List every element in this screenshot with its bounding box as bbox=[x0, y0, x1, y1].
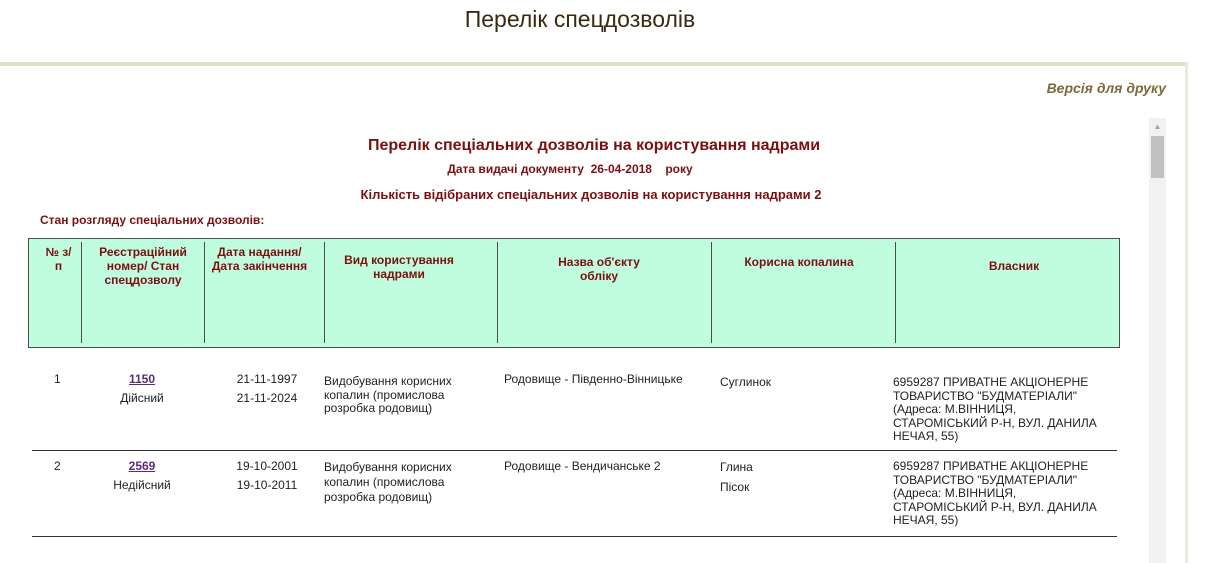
permit-number-link[interactable]: 1150 bbox=[128, 372, 156, 386]
row-divider bbox=[32, 450, 1117, 451]
dates-cell bbox=[212, 460, 322, 492]
mineral-cell bbox=[720, 376, 771, 390]
header-object: Назва об'єкту обліку bbox=[558, 255, 640, 283]
object-cell: Родовище - Вендичанське 2 bbox=[504, 459, 661, 473]
vertical-scrollbar[interactable] bbox=[1149, 118, 1166, 563]
dates-cell bbox=[212, 373, 322, 405]
header-mineral: Корисна копалина bbox=[744, 255, 854, 269]
header-owner: Власник bbox=[988, 259, 1040, 273]
column-divider bbox=[895, 242, 896, 343]
header-index: № з/п bbox=[45, 245, 72, 273]
owner-cell: 6959287 ПРИВАТНЕ АКЦІОНЕРНЕ ТОВАРИСТВО "БУДМАТЕРІАЛИ" (Адреса: М.ВІННИЦЯ, СТАРОМІСЬКИЙ Р-Н, ВУЛ. ДАНИЛА НЕЧАЯ, 55) bbox=[893, 459, 1097, 527]
header-divider bbox=[0, 62, 1188, 66]
usage-cell: Видобування корисних копалин (промислова розробка родовищ) bbox=[324, 460, 452, 504]
permit-number-link[interactable]: 2569 bbox=[128, 459, 156, 473]
permit-status: Недійсний bbox=[113, 477, 171, 492]
date-expiry: 19-10-2011 bbox=[236, 477, 298, 492]
row-divider bbox=[32, 536, 1117, 537]
scroll-up-arrow-icon[interactable]: ▲ bbox=[1153, 122, 1162, 131]
status-label: Стан розгляду спеціальних дозволів: bbox=[40, 213, 265, 227]
table-header bbox=[28, 238, 1120, 348]
header-reg-number: Реєстраційний номер/ Стан спецдозволу bbox=[99, 245, 187, 287]
print-version-link[interactable]: Версія для друку bbox=[1046, 80, 1166, 96]
date-expiry: 21-11-2024 bbox=[236, 390, 298, 405]
mineral-item: Глина bbox=[720, 460, 753, 474]
row-index: 1 bbox=[54, 372, 61, 386]
column-divider bbox=[497, 242, 498, 343]
object-cell: Родовище - Південно-Вінницьке bbox=[504, 372, 683, 386]
permit-status: Дійсний bbox=[120, 390, 164, 405]
column-divider bbox=[324, 242, 325, 343]
reg-number-cell bbox=[82, 373, 202, 405]
owner-cell: 6959287 ПРИВАТНЕ АКЦІОНЕРНЕ ТОВАРИСТВО "БУДМАТЕРІАЛИ" (Адреса: М.ВІННИЦЯ, СТАРОМІСЬКИЙ Р-Н, ВУЛ. ДАНИЛА НЕЧАЯ, 55) bbox=[893, 375, 1097, 443]
mineral-item: Суглинок bbox=[720, 375, 772, 389]
date-issued: 21-11-1997 bbox=[236, 372, 298, 386]
mineral-cell bbox=[720, 460, 753, 494]
date-issued: 19-10-2001 bbox=[236, 459, 298, 473]
column-divider bbox=[81, 242, 82, 343]
document-title: Перелік спеціальних дозволів на користування надрами bbox=[367, 137, 821, 154]
usage-cell: Видобування корисних копалин (промислова розробка родовищ) bbox=[324, 374, 452, 415]
column-divider bbox=[711, 242, 712, 343]
selected-count: Кількість відібраних спеціальних дозволів на користування надрами 2 bbox=[360, 187, 822, 202]
column-divider bbox=[204, 242, 205, 343]
document-date: Дата видачі документу 26-04-2018 року bbox=[447, 162, 693, 176]
row-index: 2 bbox=[54, 459, 61, 473]
page-title: Перелік спецдозволів bbox=[464, 6, 696, 32]
header-usage: Вид користування надрами bbox=[344, 253, 454, 281]
reg-number-cell bbox=[82, 460, 202, 492]
header-dates: Дата надання/ Дата закінчення bbox=[211, 245, 308, 273]
mineral-item: Пісок bbox=[720, 479, 750, 494]
